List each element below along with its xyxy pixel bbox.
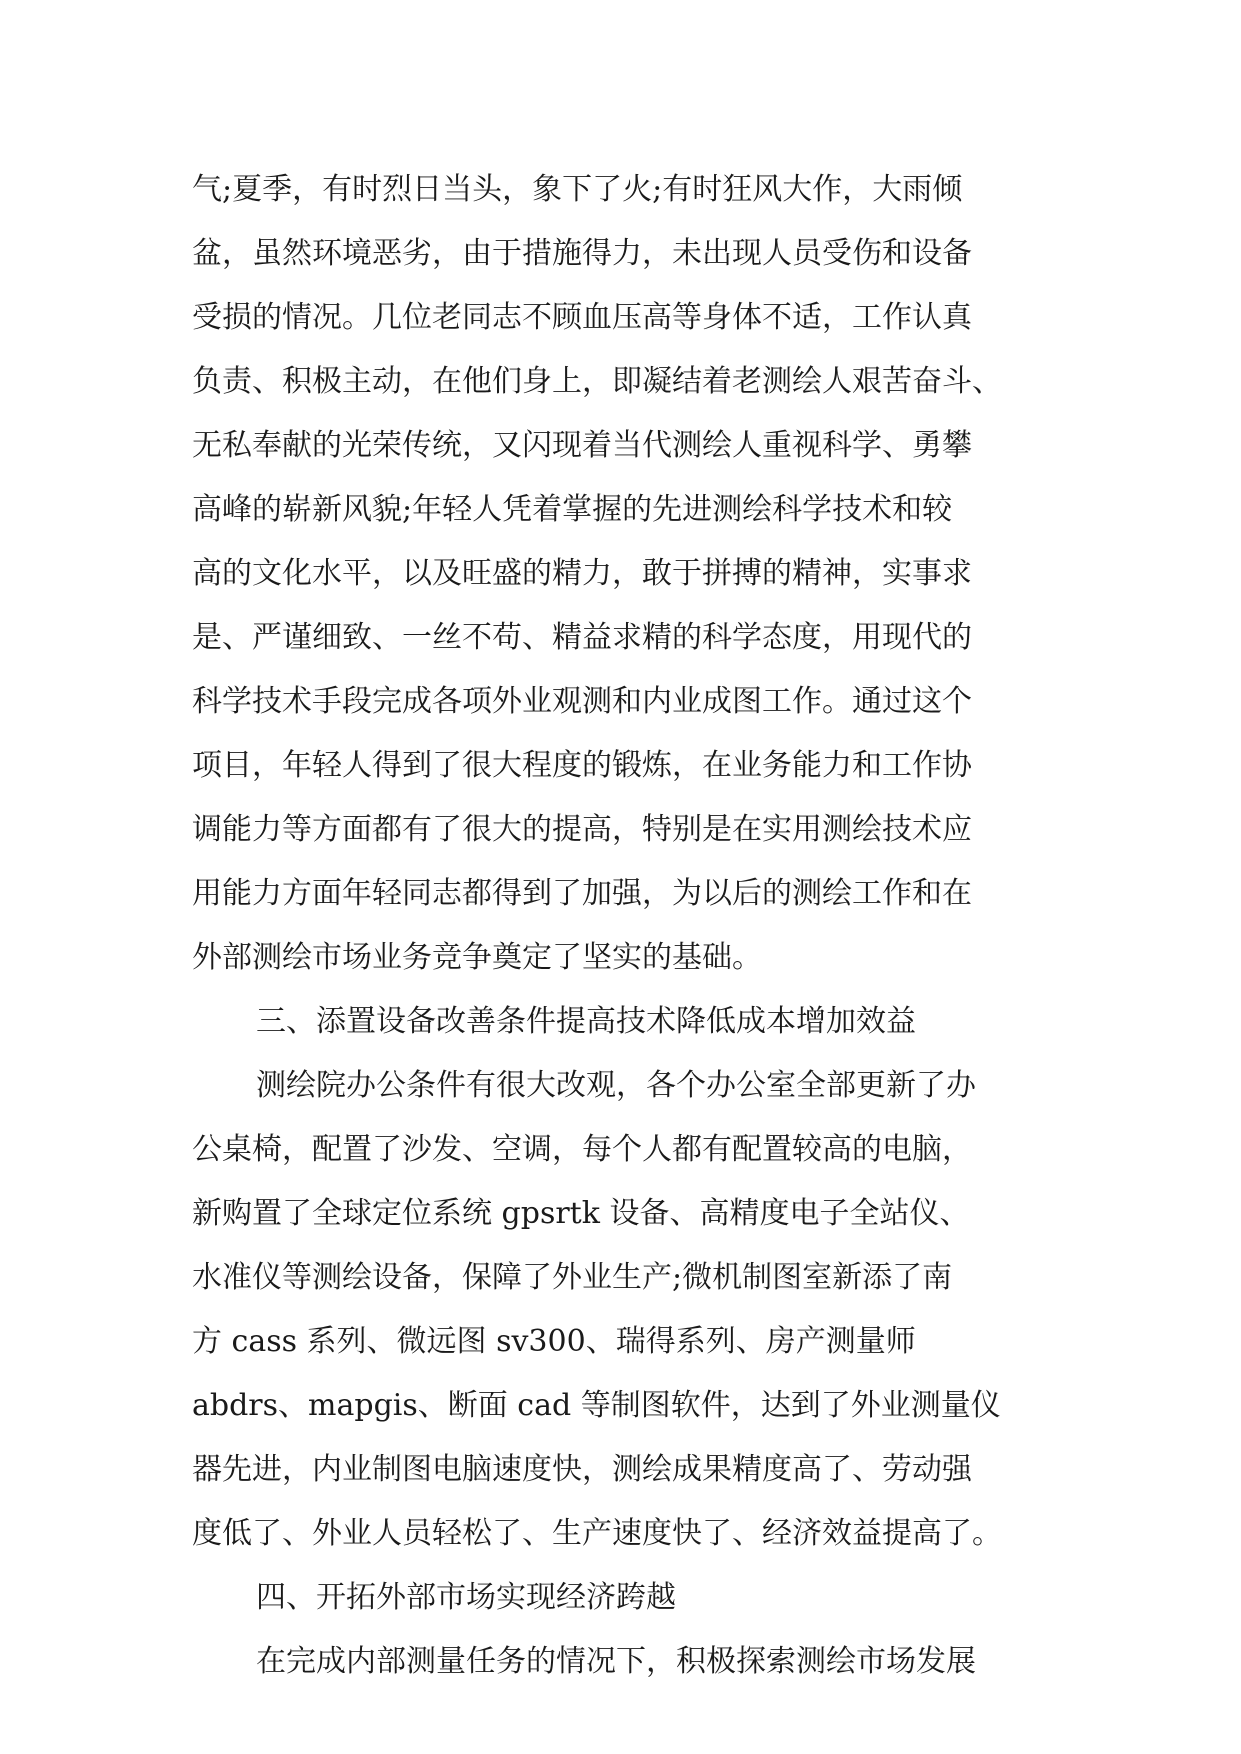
text-line: 器先进，内业制图电脑速度快，测绘成果精度高了、劳动强	[192, 1452, 972, 1487]
text-line: 气;夏季，有时烈日当头，象下了火;有时狂风大作，大雨倾	[192, 172, 963, 207]
text-line: 外部测绘市场业务竞争奠定了坚实的基础。	[192, 940, 762, 975]
text-line: 无私奉献的光荣传统，又闪现着当代测绘人重视科学、勇攀	[192, 428, 972, 463]
text-line: 负责、积极主动，在他们身上，即凝结着老测绘人艰苦奋斗、	[192, 364, 1002, 399]
text-line: 度低了、外业人员轻松了、生产速度快了、经济效益提高了。	[192, 1516, 1002, 1551]
text-line: abdrs、mapgis、断面 cad 等制图软件，达到了外业测量仪	[192, 1388, 1001, 1423]
text-line: 新购置了全球定位系统 gpsrtk 设备、高精度电子全站仪、	[192, 1196, 970, 1231]
document-body	[192, 158, 1072, 1694]
text-line: 科学技术手段完成各项外业观测和内业成图工作。通过这个	[192, 684, 972, 719]
text-line: 高的文化水平，以及旺盛的精力，敢于拼搏的精神，实事求	[192, 556, 972, 591]
text-line: 盆，虽然环境恶劣，由于措施得力，未出现人员受伤和设备	[192, 236, 972, 271]
text-line: 方 cass 系列、微远图 sv300、瑞得系列、房产测量师	[192, 1324, 916, 1359]
section-heading-3: 三、添置设备改善条件提高技术降低成本增加效益	[256, 1004, 916, 1039]
paragraph-start: 测绘院办公条件有很大改观，各个办公室全部更新了办	[256, 1068, 976, 1103]
text-line: 调能力等方面都有了很大的提高，特别是在实用测绘技术应	[192, 812, 972, 847]
section-heading-4: 四、开拓外部市场实现经济跨越	[256, 1580, 676, 1615]
text-line: 项目，年轻人得到了很大程度的锻炼，在业务能力和工作协	[192, 748, 972, 783]
text-line: 用能力方面年轻同志都得到了加强，为以后的测绘工作和在	[192, 876, 972, 911]
text-line: 是、严谨细致、一丝不苟、精益求精的科学态度，用现代的	[192, 620, 972, 655]
text-line: 受损的情况。几位老同志不顾血压高等身体不适，工作认真	[192, 300, 972, 335]
text-line: 高峰的崭新风貌;年轻人凭着掌握的先进测绘科学技术和较	[192, 492, 953, 527]
text-line: 水准仪等测绘设备，保障了外业生产;微机制图室新添了南	[192, 1260, 953, 1295]
paragraph-start: 在完成内部测量任务的情况下，积极探索测绘市场发展	[256, 1644, 976, 1679]
text-line: 公桌椅，配置了沙发、空调，每个人都有配置较高的电脑，	[192, 1132, 972, 1167]
